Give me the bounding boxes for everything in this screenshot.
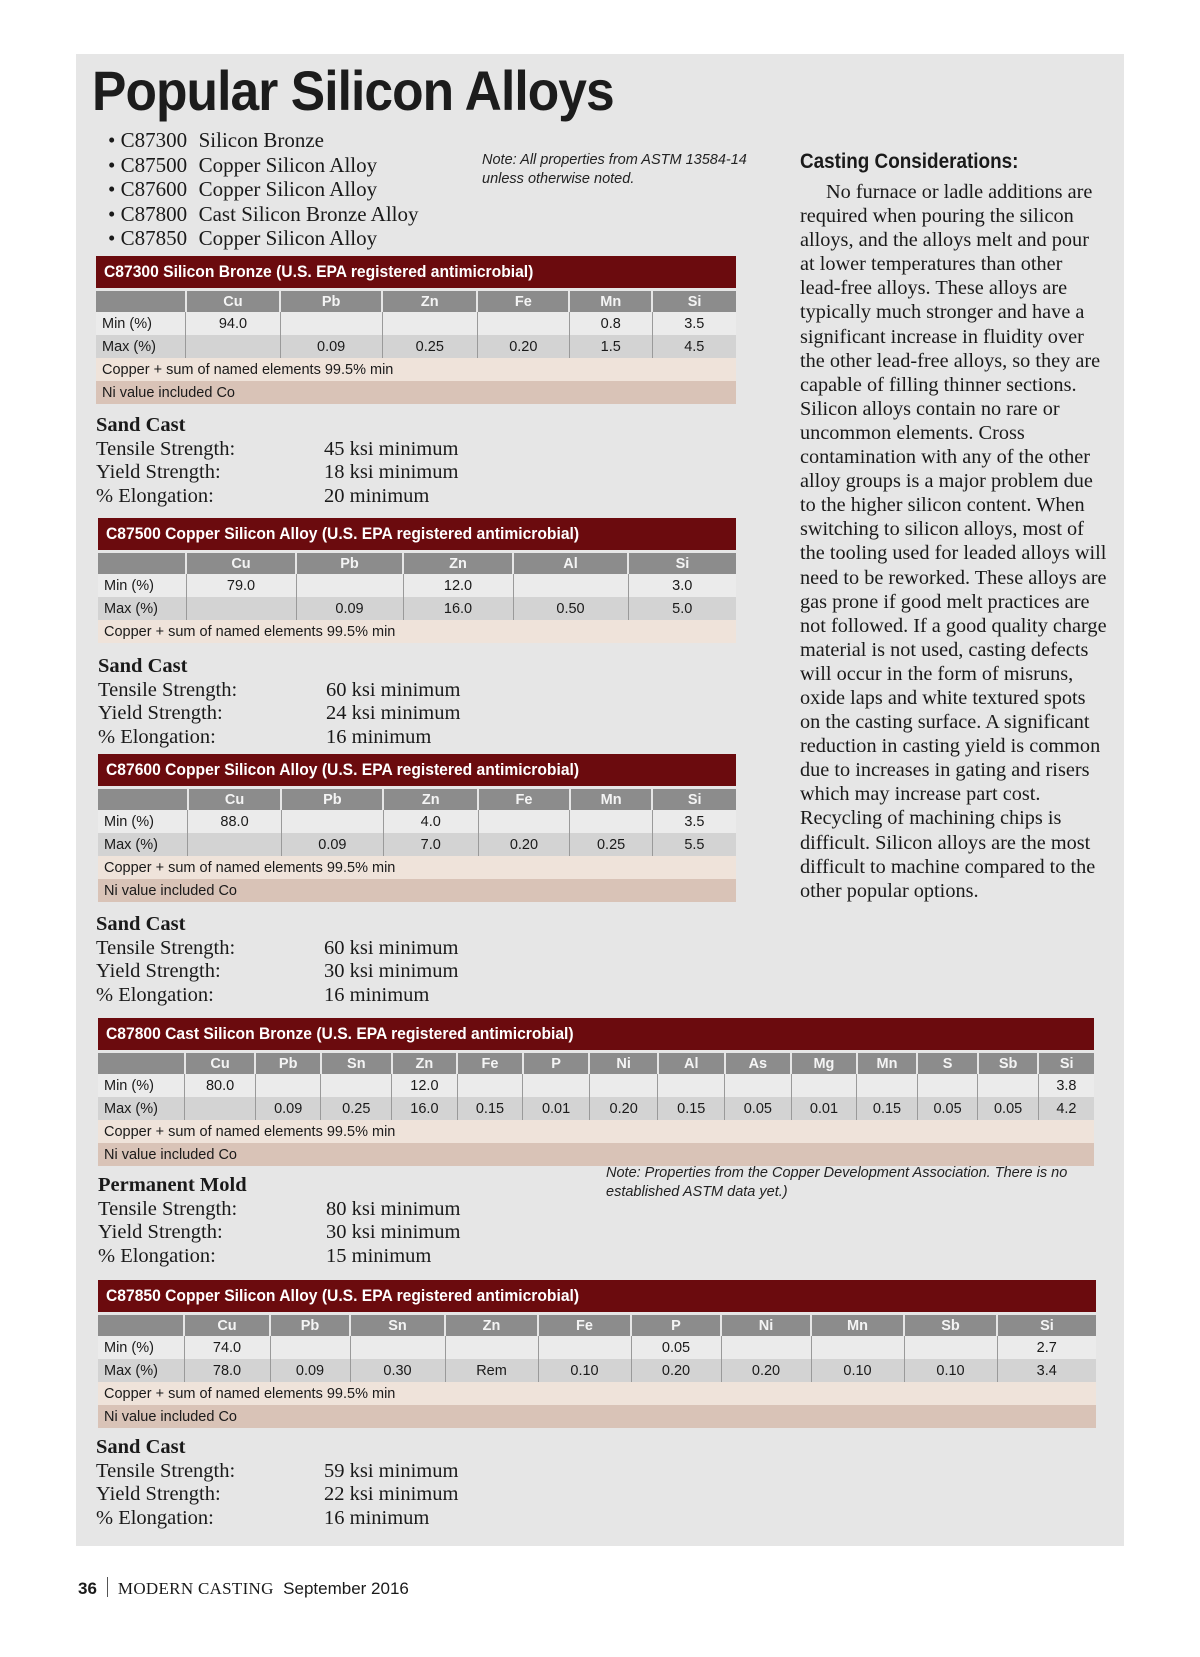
property-value: 16 minimum — [326, 725, 432, 748]
table-cell — [188, 833, 282, 856]
property-label: Yield Strength: — [96, 461, 221, 483]
table-cell — [513, 574, 628, 597]
column-header: Si — [1038, 1053, 1094, 1074]
alloy-block-c87600 — [98, 754, 736, 902]
column-header: Al — [513, 553, 628, 574]
property-value: 15 minimum — [326, 1244, 432, 1267]
composition-note: Copper + sum of named elements 99.5% min — [98, 620, 736, 643]
block-title-text: C87600 Copper Silicon Alloy (U.S. EPA registered antimicrobial) — [106, 760, 580, 779]
table-cell — [478, 810, 570, 833]
block-title — [98, 518, 736, 550]
property-row — [96, 1507, 458, 1531]
block-title-text: C87850 Copper Silicon Alloy (U.S. EPA registered antimicrobial) — [106, 1286, 580, 1305]
table-cell: 16.0 — [392, 1097, 458, 1120]
property-row — [98, 1198, 460, 1222]
column-header: Zn — [392, 1053, 458, 1074]
composition-note: Copper + sum of named elements 99.5% min — [96, 358, 736, 381]
page-number: 36 — [78, 1579, 97, 1598]
column-header: Si — [652, 789, 736, 810]
property-label: Yield Strength: — [98, 1221, 223, 1243]
table-cell — [382, 312, 477, 335]
composition-table — [96, 291, 736, 358]
table-cell — [589, 1074, 658, 1097]
column-header: Al — [658, 1053, 725, 1074]
property-row — [96, 438, 458, 462]
table-cell: 0.09 — [296, 597, 403, 620]
table-cell: 2.7 — [997, 1336, 1096, 1359]
table-cell: 3.4 — [997, 1359, 1096, 1382]
properties-c87850 — [96, 1436, 458, 1530]
column-header: Sn — [350, 1315, 445, 1336]
alloy-block-c87500 — [98, 518, 736, 643]
property-value: 59 ksi minimum — [324, 1459, 459, 1482]
composition-note: Copper + sum of named elements 99.5% min — [98, 1382, 1096, 1405]
column-header: Fe — [477, 291, 569, 312]
magazine-name: MODERN CASTING — [117, 1579, 274, 1598]
table-row-max — [98, 1359, 1096, 1382]
column-header: Pb — [280, 291, 382, 312]
table-cell: 7.0 — [383, 833, 478, 856]
table-cell — [280, 312, 382, 335]
property-label: Tensile Strength: — [96, 437, 236, 460]
table-cell: 3.8 — [1038, 1074, 1094, 1097]
property-value: 30 ksi minimum — [326, 1221, 461, 1243]
composition-note: Ni value included Co — [98, 879, 736, 902]
table-cell: 0.01 — [791, 1097, 857, 1120]
property-value: 80 ksi minimum — [326, 1197, 461, 1220]
table-cell: 0.50 — [513, 597, 628, 620]
row-label-header — [98, 789, 188, 810]
block-title-text: C87500 Copper Silicon Alloy (U.S. EPA registered antimicrobial) — [106, 524, 580, 543]
property-value: 30 ksi minimum — [324, 960, 459, 982]
table-cell — [658, 1074, 725, 1097]
row-label-header — [98, 553, 186, 574]
row-label: Min (%) — [98, 810, 188, 833]
property-row — [96, 937, 458, 961]
table-cell: 5.0 — [628, 597, 736, 620]
block-title — [98, 1018, 1094, 1050]
column-header: Fe — [538, 1315, 631, 1336]
properties-c87800 — [98, 1174, 460, 1268]
list-item: • C87600 Copper Silicon Alloy — [108, 177, 378, 201]
composition-note: Ni value included Co — [98, 1405, 1096, 1428]
column-header: As — [725, 1053, 792, 1074]
property-label: % Elongation: — [98, 1244, 216, 1267]
table-cell — [186, 597, 296, 620]
table-cell: 0.09 — [270, 1359, 350, 1382]
table-cell: 0.20 — [477, 335, 569, 358]
alloy-block-c87850 — [98, 1280, 1096, 1428]
table-cell: 0.15 — [857, 1097, 918, 1120]
column-header: Sn — [321, 1053, 392, 1074]
table-row-min — [96, 312, 736, 335]
property-label: % Elongation: — [96, 983, 214, 1006]
table-cell: 0.25 — [321, 1097, 392, 1120]
column-header: Sb — [904, 1315, 997, 1336]
table-cell — [523, 1074, 590, 1097]
property-value: 60 ksi minimum — [324, 936, 459, 959]
table-header-row — [98, 553, 736, 574]
list-item: • C87800 Cast Silicon Bronze Alloy — [108, 201, 419, 226]
column-header: Zn — [403, 553, 513, 574]
table-header-row — [98, 1315, 1096, 1336]
table-row-min — [98, 1336, 1096, 1359]
table-cell — [445, 1336, 538, 1359]
column-header: Pb — [296, 553, 403, 574]
alloy-block-c87300 — [96, 256, 736, 404]
column-header: Pb — [270, 1315, 350, 1336]
table-cell — [457, 1074, 523, 1097]
process-heading: Sand Cast — [98, 655, 188, 677]
table-cell — [186, 335, 280, 358]
column-header: Zn — [445, 1315, 538, 1336]
composition-table — [98, 1053, 1094, 1120]
block-title — [96, 256, 736, 288]
table-row-max — [98, 1097, 1094, 1120]
table-cell: 88.0 — [188, 810, 282, 833]
column-header: Si — [628, 553, 736, 574]
property-value: 45 ksi minimum — [324, 437, 459, 460]
property-label: % Elongation: — [98, 725, 216, 748]
casting-text: No furnace or ladle additions are required when pouring the silicon alloys, and the alloys melt and pour at lower temperatures than other lead-free alloys. These alloys are typically much stronger and have a significant increase in fluidity over the other lead-free alloys, so they are capable of filling thinner sections. Silicon alloys contain no rare or uncommon elements. Cross contamination with any of the other alloy groups is a major problem due to the higher silicon content. When switching to silicon alloys, most of the tooling used for leaded alloys will need to be reworked. These alloys are gas prone if good melt practices are not followed. If a good quality charge material is not used, casting defects will occur in the form of misruns, oxide laps and white textured spots on the casting surface. A significant reduction in casting yield is common due to increases in gating and risers which may increase part cost. Recycling of machining chips is difficult. Silicon alloys are the most difficult to machine compared to the other popular options. — [800, 181, 1107, 902]
table-cell: 80.0 — [185, 1074, 256, 1097]
column-header: P — [523, 1053, 590, 1074]
composition-note: Copper + sum of named elements 99.5% min — [98, 856, 736, 879]
process-heading: Sand Cast — [96, 1436, 186, 1458]
column-header: Sb — [978, 1053, 1039, 1074]
table-header-row — [98, 789, 736, 810]
table-cell: 78.0 — [184, 1359, 270, 1382]
composition-note: Ni value included Co — [98, 1143, 1094, 1166]
column-header: Zn — [382, 291, 477, 312]
table-header-row — [96, 291, 736, 312]
table-cell — [978, 1074, 1039, 1097]
row-label: Max (%) — [98, 833, 188, 856]
table-cell — [296, 574, 403, 597]
table-cell: 0.20 — [478, 833, 570, 856]
column-header: Mn — [570, 789, 653, 810]
composition-table — [98, 1315, 1096, 1382]
property-row — [96, 960, 458, 984]
row-label: Max (%) — [96, 335, 186, 358]
table-cell — [725, 1074, 792, 1097]
alloy-block-c87800 — [98, 1018, 1094, 1166]
property-row — [96, 1483, 458, 1507]
table-cell: 0.01 — [523, 1097, 590, 1120]
property-label: Yield Strength: — [96, 1483, 221, 1505]
property-value: 20 minimum — [324, 484, 430, 507]
table-cell — [917, 1074, 978, 1097]
table-cell: 0.30 — [350, 1359, 445, 1382]
column-header: S — [917, 1053, 978, 1074]
row-label: Min (%) — [98, 1074, 185, 1097]
astm-note: Note: All properties from ASTM 13584-14 unless otherwise noted. — [482, 152, 747, 187]
table-cell: 3.0 — [628, 574, 736, 597]
table-cell: 0.20 — [589, 1097, 658, 1120]
column-header: Pb — [255, 1053, 321, 1074]
properties-c87500 — [98, 655, 460, 749]
table-cell — [477, 312, 569, 335]
table-cell — [857, 1074, 918, 1097]
property-row — [96, 1460, 458, 1484]
table-cell: 94.0 — [186, 312, 280, 335]
property-value: 24 ksi minimum — [326, 702, 461, 724]
block-title — [98, 1280, 1096, 1312]
property-row — [98, 702, 460, 726]
cda-note: Note: Properties from the Copper Development Association. There is no established ASTM data yet.) — [606, 1165, 1068, 1200]
composition-note: Copper + sum of named elements 99.5% min — [98, 1120, 1094, 1143]
table-cell: 12.0 — [392, 1074, 458, 1097]
column-header: P — [631, 1315, 721, 1336]
casting-heading: Casting Considerations: — [800, 150, 1019, 173]
table-cell: 0.15 — [658, 1097, 725, 1120]
property-row — [96, 984, 458, 1008]
table-cell: 3.5 — [652, 312, 736, 335]
table-row-max — [96, 335, 736, 358]
table-cell: 0.05 — [631, 1336, 721, 1359]
property-value: 18 ksi minimum — [324, 461, 459, 483]
table-cell: 0.20 — [631, 1359, 721, 1382]
table-cell — [270, 1336, 350, 1359]
column-header: Si — [652, 291, 736, 312]
table-cell — [255, 1074, 321, 1097]
table-cell — [904, 1336, 997, 1359]
column-header: Cu — [186, 291, 280, 312]
list-item: • C87850 Copper Silicon Alloy — [108, 226, 378, 250]
block-title-text: C87300 Silicon Bronze (U.S. EPA registered antimicrobial) — [104, 262, 534, 281]
table-row-min — [98, 810, 736, 833]
property-label: Tensile Strength: — [96, 936, 236, 959]
table-cell — [538, 1336, 631, 1359]
table-cell: 0.25 — [382, 335, 477, 358]
table-cell: 0.05 — [978, 1097, 1039, 1120]
table-cell: 0.15 — [457, 1097, 523, 1120]
table-row-max — [98, 833, 736, 856]
table-cell: 16.0 — [403, 597, 513, 620]
table-cell: 3.5 — [652, 810, 736, 833]
property-value: 16 minimum — [324, 983, 430, 1006]
table-cell: 0.05 — [725, 1097, 792, 1120]
row-label-header — [96, 291, 186, 312]
issue-date: September 2016 — [283, 1579, 409, 1598]
property-label: Yield Strength: — [96, 960, 221, 982]
row-label: Min (%) — [98, 574, 186, 597]
process-heading: Sand Cast — [96, 414, 186, 436]
column-header: Zn — [383, 789, 478, 810]
property-label: Tensile Strength: — [96, 1459, 236, 1482]
table-cell — [570, 810, 653, 833]
property-label: Tensile Strength: — [98, 678, 238, 701]
table-cell: Rem — [445, 1359, 538, 1382]
table-cell: 12.0 — [403, 574, 513, 597]
table-cell: 4.5 — [652, 335, 736, 358]
column-header: Fe — [457, 1053, 523, 1074]
page-footer — [78, 1577, 409, 1599]
table-cell: 4.2 — [1038, 1097, 1094, 1120]
footer-divider — [107, 1577, 108, 1597]
table-row-min — [98, 574, 736, 597]
property-row — [96, 461, 458, 485]
table-row-min — [98, 1074, 1094, 1097]
alloy-list — [108, 128, 419, 251]
properties-c87300 — [96, 414, 458, 508]
property-label: Yield Strength: — [98, 702, 223, 724]
block-title — [98, 754, 736, 786]
row-label: Min (%) — [96, 312, 186, 335]
row-label-header — [98, 1053, 185, 1074]
table-cell: 0.05 — [917, 1097, 978, 1120]
property-label: % Elongation: — [96, 484, 214, 507]
property-row — [98, 1245, 460, 1269]
property-label: % Elongation: — [96, 1506, 214, 1529]
column-header: Mn — [811, 1315, 904, 1336]
column-header: Cu — [185, 1053, 256, 1074]
column-header: Cu — [188, 789, 282, 810]
table-cell — [721, 1336, 811, 1359]
table-cell: 4.0 — [383, 810, 478, 833]
property-value: 60 ksi minimum — [326, 678, 461, 701]
column-header: Cu — [184, 1315, 270, 1336]
column-header: Ni — [721, 1315, 811, 1336]
column-header: Mg — [791, 1053, 857, 1074]
properties-c87600 — [96, 913, 458, 1007]
list-item: • C87300 Silicon Bronze — [108, 128, 325, 152]
table-cell: 0.09 — [281, 833, 383, 856]
process-heading: Permanent Mold — [98, 1174, 247, 1196]
table-header-row — [98, 1053, 1094, 1074]
table-cell: 0.10 — [538, 1359, 631, 1382]
page-title: Popular Silicon Alloys — [92, 59, 614, 122]
column-header: Ni — [589, 1053, 658, 1074]
column-header: Fe — [478, 789, 570, 810]
table-cell: 5.5 — [652, 833, 736, 856]
block-title-text: C87800 Cast Silicon Bronze (U.S. EPA registered antimicrobial) — [106, 1024, 574, 1043]
row-label: Max (%) — [98, 1359, 184, 1382]
composition-table — [98, 553, 736, 620]
composition-note: Ni value included Co — [96, 381, 736, 404]
property-value: 16 minimum — [324, 1506, 430, 1529]
column-header: Mn — [569, 291, 652, 312]
table-cell: 79.0 — [186, 574, 296, 597]
table-cell — [791, 1074, 857, 1097]
table-cell — [811, 1336, 904, 1359]
row-label: Max (%) — [98, 597, 186, 620]
table-cell — [185, 1097, 256, 1120]
table-cell: 1.5 — [569, 335, 652, 358]
column-header: Mn — [857, 1053, 918, 1074]
table-row-max — [98, 597, 736, 620]
property-label: Tensile Strength: — [98, 1197, 238, 1220]
process-heading: Sand Cast — [96, 913, 186, 935]
property-row — [98, 679, 460, 703]
table-cell — [281, 810, 383, 833]
column-header: Pb — [281, 789, 383, 810]
table-cell — [321, 1074, 392, 1097]
list-item: • C87500 Copper Silicon Alloy — [108, 152, 378, 177]
row-label: Min (%) — [98, 1336, 184, 1359]
row-label-header — [98, 1315, 184, 1336]
table-cell: 0.8 — [569, 312, 652, 335]
property-row — [96, 485, 458, 509]
composition-table — [98, 789, 736, 856]
property-row — [98, 1221, 460, 1245]
property-value: 22 ksi minimum — [324, 1483, 459, 1505]
table-cell: 74.0 — [184, 1336, 270, 1359]
column-header: Cu — [186, 553, 296, 574]
table-cell — [350, 1336, 445, 1359]
table-cell: 0.10 — [811, 1359, 904, 1382]
table-cell: 0.20 — [721, 1359, 811, 1382]
table-cell: 0.09 — [255, 1097, 321, 1120]
property-row — [98, 726, 460, 750]
row-label: Max (%) — [98, 1097, 185, 1120]
table-cell: 0.25 — [570, 833, 653, 856]
table-cell: 0.10 — [904, 1359, 997, 1382]
column-header: Si — [997, 1315, 1096, 1336]
table-cell: 0.09 — [280, 335, 382, 358]
